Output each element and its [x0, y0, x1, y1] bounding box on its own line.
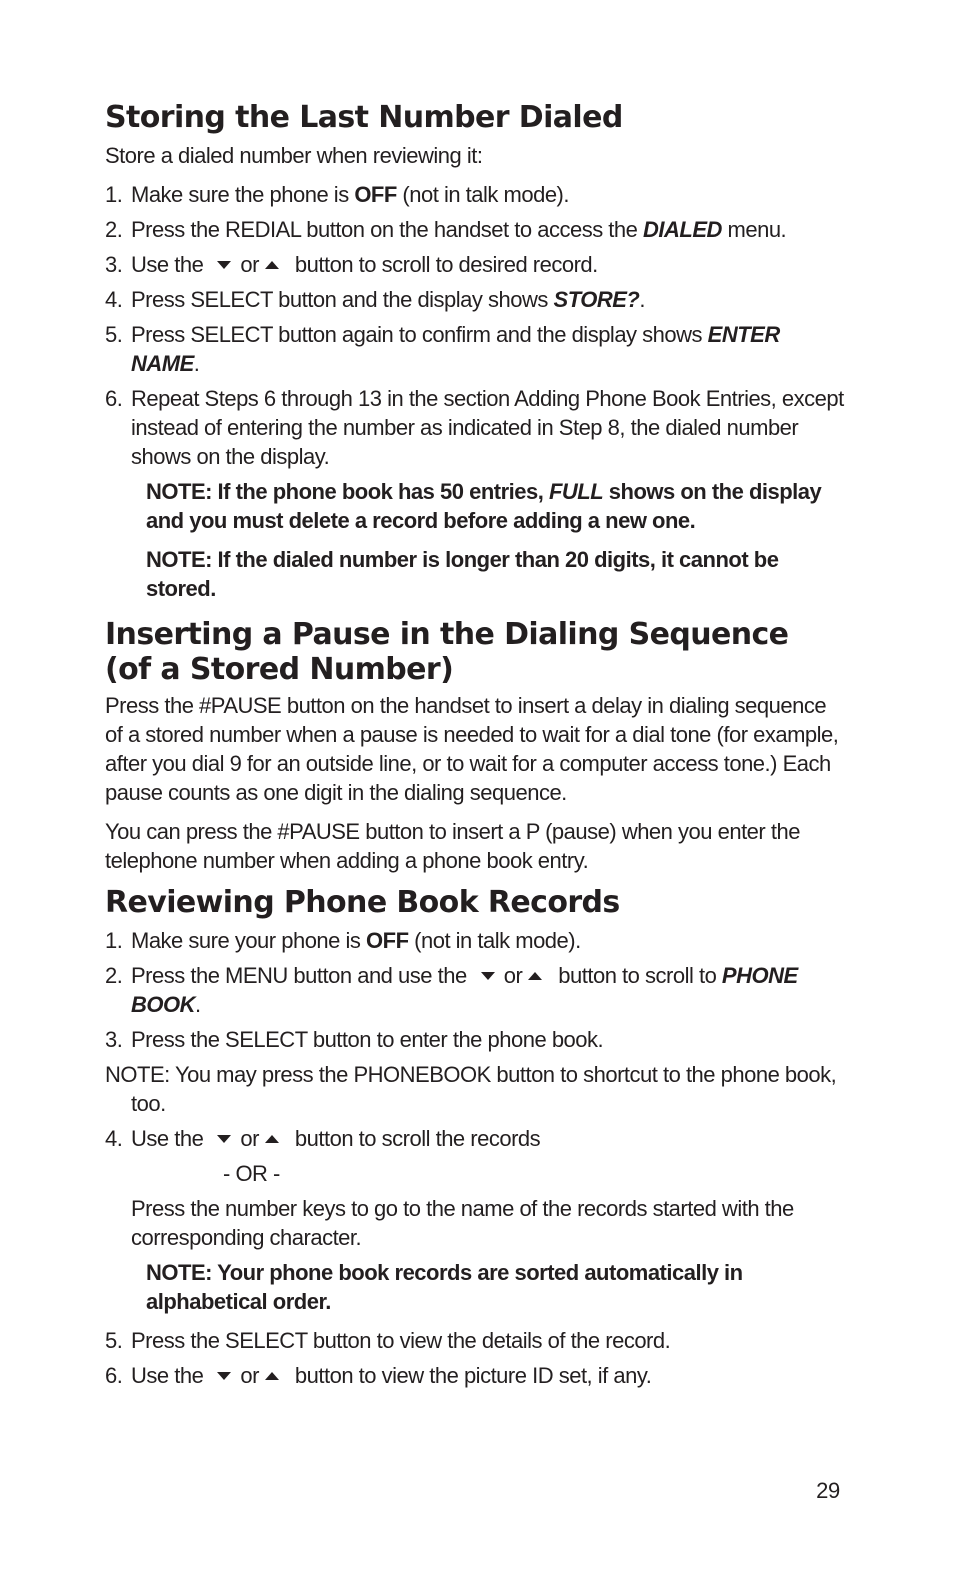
down-arrow-icon [217, 1372, 231, 1380]
heading-reviewing-records: Reviewing Phone Book Records [105, 885, 620, 920]
page-number: 29 [816, 1478, 840, 1503]
note-sorted: NOTE: Your phone book records are sorted automatically in alphabetical order. [146, 1260, 743, 1314]
number-keys-text: Press the number keys to go to the name of the records started with the corresponding character. [131, 1196, 794, 1250]
list-item: 5. Press the SELECT button to view the details of the record. [105, 1328, 671, 1353]
list-item: 3. Press the SELECT button to enter the phone book. [105, 1027, 604, 1052]
list-item: 4. Press SELECT button and the display shows STORE?. [105, 287, 645, 312]
down-arrow-icon [481, 972, 495, 980]
list-item: 5. Press SELECT button again to confirm and the display shows ENTER NAME. [105, 322, 780, 376]
down-arrow-icon [217, 261, 231, 269]
up-arrow-icon [265, 1372, 279, 1380]
note-digit-limit: NOTE: If the dialed number is longer than 20 digits, it cannot be stored. [146, 547, 779, 601]
heading-inserting-pause: Inserting a Pause in the Dialing Sequence (of a Stored Number) [105, 617, 789, 687]
list-item: 6. Repeat Steps 6 through 13 in the section Adding Phone Book Entries, except instead of entering the number as indicated in Step 8, the dialed number shows on the display. [105, 386, 844, 469]
list-item: 6. Use the or button to view the picture ID set, if any. [105, 1363, 652, 1388]
pause-paragraph-1: Press the #PAUSE button on the handset to insert a delay in dialing sequence of a stored number when a pause is needed to wait for a dial tone (for example, after you dial 9 for an outside line, or to wait for a computer access tone.) Each pause counts as one digit in the dialing sequence. [105, 693, 839, 805]
list-item: 4. Use the or button to scroll the records [105, 1126, 541, 1151]
up-arrow-icon [265, 1135, 279, 1143]
up-arrow-icon [265, 261, 279, 269]
list-item: 1. Make sure your phone is OFF (not in talk mode). [105, 928, 581, 953]
list-item: 2. Press the REDIAL button on the handset to access the DIALED menu. [105, 217, 787, 242]
list-item: 1. Make sure the phone is OFF (not in talk mode). [105, 182, 569, 207]
intro-text: Store a dialed number when reviewing it: [105, 143, 483, 168]
down-arrow-icon [217, 1135, 231, 1143]
or-separator: - OR - [223, 1161, 280, 1186]
note-phonebook-shortcut: NOTE: You may press the PHONEBOOK button to shortcut to the phone book, too. [105, 1062, 837, 1116]
up-arrow-icon [528, 972, 542, 980]
manual-page [105, 100, 845, 1390]
list-item: 3. Use the or button to scroll to desired record. [105, 252, 598, 277]
heading-storing-last-number: Storing the Last Number Dialed [105, 100, 623, 135]
note-phone-book-full: NOTE: If the phone book has 50 entries, FULL shows on the display and you must delete a record before adding a new one. [146, 479, 822, 533]
pause-paragraph-2: You can press the #PAUSE button to insert a P (pause) when you enter the telephone number when adding a phone book entry. [105, 819, 800, 873]
list-item: 2. Press the MENU button and use the or button to scroll to PHONE BOOK. [105, 963, 798, 1017]
